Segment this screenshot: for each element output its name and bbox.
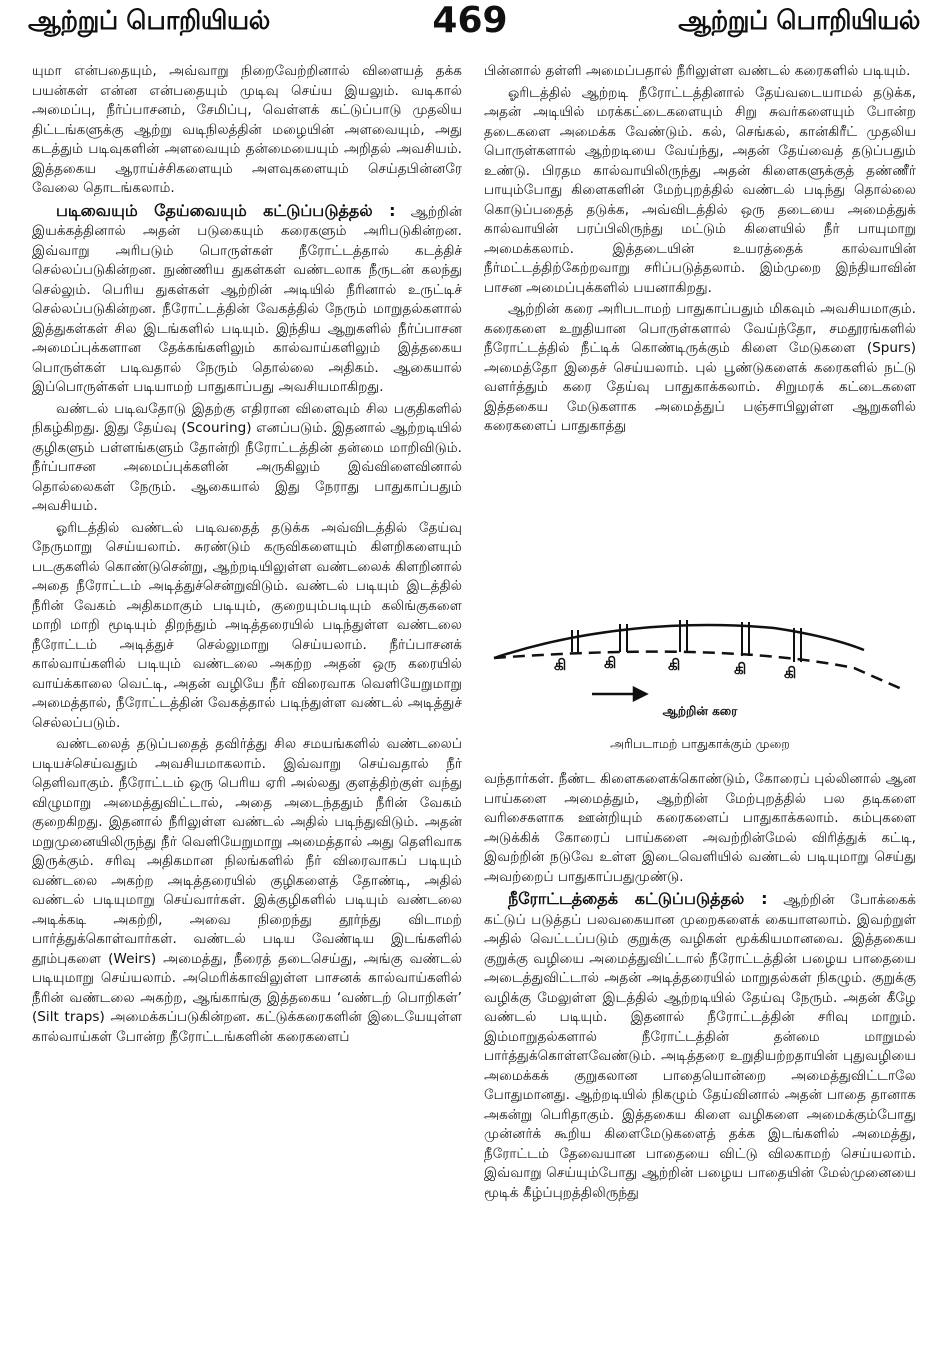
- spur-label: கி: [604, 654, 617, 672]
- flow-arrow: [592, 688, 646, 700]
- spur-label: கி: [554, 656, 567, 674]
- paragraph: [32, 201, 462, 398]
- section-heading: நீரோட்டத்தைக் கட்டுப்படுத்தல் :: [508, 889, 768, 908]
- paragraph: யுமா என்பதையும், அவ்வாறு நிறைவேற்றினால் விளையத் தக்க பயன்கள் என்ன என்பதையும் முடிவு செய்ய இயலும். வடிகால் அமைப்பு, நீர்ப்பாசனம், சேமிப்பு, வெள்ளக் கட்டுப்பாடு முதலிய திட்டங்களுக்கு ஆற்று வடிநிலத்தின் மழையின் அளவையும், அது கடத்தும் படிவுகளின் அளவையும் தன்மையையும் அறிதல் அவசியம். இத்தகைய ஆராய்ச்சிகளையும் அளவுகளையும் செய்தபின்னரே வேலை தொடங்கலாம்.: [32, 63, 462, 196]
- paragraph-text: ஆற்றின் போக்கைக் கட்டுப் படுத்தப் பலவகையான முறைகளைக் கையாளலாம். இவற்றுள் அதில் வெட்டப்படும் குறுக்கு வழிகள் மூக்கியமானவை. இத்தகைய குறுக்கு வழியை அமைத்துவிட்டால் நீரோட்டத்தின் பழைய பாதையை அடைத்துவிட்டால் அதன் அடித்தரையில் மாறுதல்கள் நிகழும். குறுக்கு வழிக்கு மேலுள்ள இடத்தில் ஆற்றடியில் தேய்வு நேரும். அதன் கீழே வண்டல் படியும். இதனால் நீரோட்டத்தின் சரிவு மாறும். இம்மாறுதல்களால் நீரோட்டத்தின் தன்மை மாறுமல் பார்த்துக்கொள்ளவேண்டும். அடித்தரை உறுதியற்றதாயின் புதுவழியை அமைக்கக் குறுகலான பாதையொன்றை அமைத்துவிட்டாலே போதுமானது. ஆற்றடியில் நிகழும் தேய்வினால் அதன் பாதை தானாக அகன்று பெரிதாகும். இத்தகைய கிளை வழிகளை அமைக்கும்போது முன்னர்க் கூறிய கிளைமேடுகளைத் தக்க இடங்களில் அமைத்து, நீரோட்டம் தேவையான பாதையை விட்டு விலகாமற் செய்யலாம். இவ்வாறு செய்யும்போது ஆற்றின் பழைய பாதையின் மேல்முனையை மூடிக் கீழ்ப்புறத்திலிருந்து: [484, 892, 916, 1201]
- page-number: 469: [432, 0, 508, 41]
- section-heading: படிவையும் தேய்வையும் கட்டுப்படுத்தல் :: [56, 200, 396, 220]
- paragraph-text: ஆற்றின் இயக்கத்தினால் அதன் படுகையும் கரைகளும் அரிபடுகின்றன. இவ்வாறு அரிபடும் பொருள்கள் நீரோட்டத்தால் கடத்திச் செல்லப்படுகின்றன. நுண்ணிய துகள்கள் வண்டலாக நீருடன் கலந்து செல்லும். பெரிய துகள்கள் ஆற்றின் அடியில் நீரினால் உருட்டிச் செல்லப்படுகின்றன. நீரோட்டத்தின் வேகத்தில் நேரும் மாறுதல்களால் இத்துகள்கள் சில இடங்களில் படியும். இந்திய ஆறுகளில் நீர்ப்பாசன அமைப்புக்களான தேக்கங்களிலும் கால்வாய்களிலும் இத்தகைய பொருள்கள் படிவதால் நேரும் தொல்லை அதிகம். ஆகையால் இப்பொருள்கள் படியாமற் பாதுகாப்பது அவசியமாகிறது.: [32, 203, 462, 395]
- spurs-figure: [484, 608, 916, 766]
- spur-label: கி: [784, 664, 797, 682]
- paragraph: வண்டல் படிவதோடு இதற்கு எதிரான விளைவும் சில பகுதிகளில் நிகழ்கிறது. இது தேய்வு (Scouring) எனப்படும். இதனால் ஆற்றடியில் குழிகளும் பள்ளங்களும் தோன்றி நீரோட்டத்தின் தன்மை மாறிவிடும். நீர்ப்பாசன அமைப்புக்களின் அருகிலும் இவ்விளைவினால் தொல்லைகள் நேரும். ஆகையால் இது நேராது பாதுகாப்பதும் அவசியம்.: [32, 400, 462, 514]
- spur-post: [620, 624, 627, 652]
- right-column-top: [484, 62, 916, 602]
- river-bank-diagram: [484, 608, 916, 704]
- left-column: [32, 62, 462, 1352]
- river-bank-label: ஆற்றின் கரை: [662, 704, 738, 718]
- running-title-left: ஆற்றுப் பொறியியல்: [28, 6, 270, 36]
- spur-post: [572, 630, 578, 652]
- paragraph: ஓரிடத்தில் வண்டல் படிவதைத் தடுக்க அவ்விடத்தில் தேய்வு நேருமாறு செய்யலாம். சுரண்டும் கருவிகளையும் கிளறிகளையும் படகுகளில் கொண்டுசென்று, ஆற்றடியிலுள்ள வண்டலைக் கிளறினால் அதை நீரோட்டம் அடித்துச்சென்றுவிடும். வண்டல் படியும் இடத்தில் நீரின் வேகம் அதிகமாகும் படியும், குறையும்படியும் கலிங்குகளை மாறி மாறி மூடியும் திறந்தும் அடித்தரையில் படிந்துள்ள வண்டலை நீரோட்டம் அடித்துச் செல்லுமாறு செய்யலாம். நீர்ப்பாசனக் கால்வாய்களில் படியும் வண்டலை அகற்ற அதன் ஒரு கரையில் வாய்க்காலை வெட்டி, அதன் வழியே நீர் விரைவாக வெளியேறுமாறு அமைத்தால், நீரோட்டத்தின் வேகத்தால் படிந்துள்ள வண்டல் அடித்துச் செல்லப்படும்.: [32, 519, 462, 731]
- right-column-bottom: [484, 770, 916, 1355]
- page-header: [0, 0, 942, 44]
- paragraph: பின்னால் தள்ளி அமைப்பதால் நீரிலுள்ள வண்டல் கரைகளில் படியும்.: [484, 63, 911, 79]
- spur-label: கி: [734, 660, 747, 678]
- spur-label: கி: [668, 656, 681, 674]
- paragraph: வண்டலைத் தடுப்பதைத் தவிர்த்து சில சமயங்களில் வண்டலைப் படியச்செய்வதும் அவசியமாகலாம். இவ்வாறு செய்வதால் நீர் தெளிவாகும். நீரோட்டம் ஒரு பெரிய ஏரி அல்லது குளத்திற்குள் வந்து விழுமாறு அமைத்துவிட்டால், அதை அடைந்ததும் நீரின் வேகம் குறைகிறது. இதனால் நீரிலுள்ள வண்டல் அதில் படிந்துவிடும். அதன் மறுமுனையிலிருந்து நீர் வெளியேறுமாறு அமைத்தால் அது தெளிவாக இருக்கும். சரிவு அதிகமான நிலங்களில் நீர் விரைவாகப் படியும் வண்டலை அகற்ற அடித்தரையில் குழிகளைத் தோண்டி, அதில் வண்டல் படியுமாறு செய்வார்கள். இக்குழிகளில் படியும் வண்டலை அடிக்கடி அகற்றி, அவை நிறைந்து தூர்ந்து விடாமற் பார்த்துக்கொள்வார்கள். வண்டல் படிய வேண்டிய இடங்களில் தூம்புகளை (Weirs) அமைத்து, நீரைத் தடைசெய்து, அங்கு வண்டல் படியுமாறு செய்யலாம். அமெரிக்காவிலுள்ள பாசனக் கால்வாய்களில் நீரின் வண்டலை அகற்ற, ஆங்காங்கு இத்தகைய ‘வண்டற் பொறிகள்’ (Silt traps) அமைக்கப்படுகின்றன. கட்டுக்கரைகளின் இடையேயுள்ள கால்வாய்கள் போன்ற நீரோட்டங்களின் கரைகளைப்: [32, 736, 462, 1045]
- paragraph: ஓரிடத்தில் ஆற்றடி நீரோட்டத்தினால் தேய்வடையாமல் தடுக்க, அதன் அடியில் மரக்கட்டைகளையும் சிறு சுவர்களையும் போன்ற தடைகளை அமைக்க வேண்டும். கல், செங்கல், கான்கிரீட் முதலிய பொருள்களால் ஆற்றடியை வேய்ந்து, அதன் தேய்வைத் தடுப்பதும் உண்டு. பிரதம கால்வாயிலிருந்து அதன் கிளைகளுக்குத் தண்ணீர் பாயும்போது கிளைகளின் மேற்புறத்தில் வண்டல் படிந்து தொல்லை கொடுப்பதைத் தடுக்க, அவ்விடத்தில் ஒரு தடையை அமைத்துக் கால்வாயின் பரப்பிலிருந்து மட்டும் கிளையில் நீர் பாயுமாறு அமைக்கலாம். இத்தடையின் உயரத்தைக் கால்வாயின் நீர்மட்டத்திற்கேற்றவாறு சரிப்படுத்தலாம். இம்முறை இந்தியாவின் பாசன அமைப்புக்களில் பயனாகிறது.: [484, 84, 916, 296]
- paragraph: ஆற்றின் கரை அரிபடாமற் பாதுகாப்பதும் மிகவும் அவசியமாகும். கரைகளை உறுதியான பொருள்களால் வேய்ந்தோ, சமதூரங்களில் நீரோட்டத்தில் நீட்டிக் கொண்டிருக்கும் கிளை மேடுகளை (Spurs) அமைத்தோ இதைச் செய்யலாம். புல் பூண்டுகளைக் கரைகளில் நட்டு வளர்த்தும் கரை தேய்வு பாதுகாக்கலாம். சிறுமரக் கட்டைகளை இத்தகைய மேடுகளாக அமைத்துப் பஞ்சாபிலுள்ள ஆறுகளில் கரைகளைப் பாதுகாத்து: [484, 301, 916, 434]
- running-title-right: ஆற்றுப் பொறியியல்: [678, 6, 920, 36]
- paragraph: [484, 889, 916, 1203]
- paragraph: வந்தார்கள். நீண்ட கிளைகளைக்கொண்டும், கோரைப் புல்லினால் ஆன பாய்களை அமைத்தும், ஆற்றின் மேற்புறத்தில் பல தடிகளை வரிசைகளாக ஊன்றியும் கரைகளைப் பாதுகாக்கலாம். கம்புகளை அடுக்கிக் கோரைப் பாய்களை அவற்றின்மேல் விரித்துக் கட்டி, இவற்றின் நடுவே உள்ள இடைவெளியில் வண்டல் படியுமாறு செய்து அவற்றைப் பாதுகாப்பதுமுண்டு.: [484, 771, 916, 885]
- figure-caption: அரிபடாமற் பாதுகாக்கும் முறை: [610, 736, 790, 751]
